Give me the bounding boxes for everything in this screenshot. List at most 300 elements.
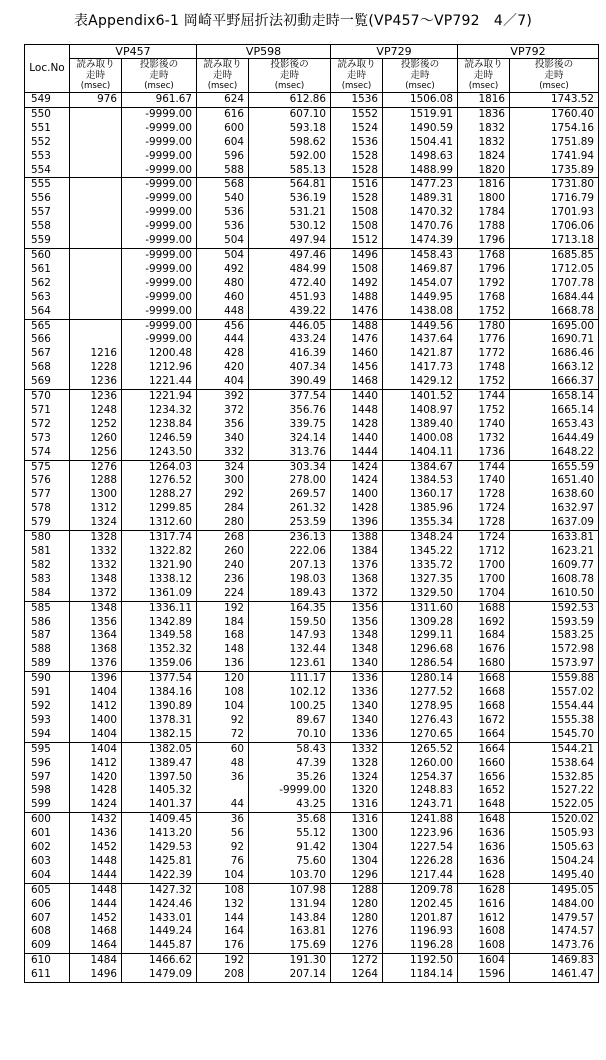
projected-time-cell: 1355.34 — [383, 516, 458, 530]
projected-time-cell: 1477.23 — [383, 178, 458, 192]
read-time-cell: 240 — [197, 559, 249, 573]
projected-time-cell: 1484.00 — [510, 898, 599, 912]
loc-no-cell: 604 — [25, 869, 70, 883]
read-time-cell: 588 — [197, 164, 249, 178]
read-time-cell — [70, 263, 122, 277]
loc-no-cell: 588 — [25, 643, 70, 657]
projected-time-cell: 1690.71 — [510, 333, 599, 347]
read-time-cell: 1312 — [70, 502, 122, 516]
read-time-cell: 1404 — [70, 686, 122, 700]
read-time-cell: 444 — [197, 333, 249, 347]
read-time-cell: 1796 — [458, 234, 510, 248]
projected-time-cell: 100.25 — [249, 700, 331, 714]
projected-time-cell: 1668.78 — [510, 305, 599, 319]
loc-no-cell: 571 — [25, 404, 70, 418]
read-time-header — [331, 59, 383, 93]
projected-time-cell: 55.12 — [249, 827, 331, 841]
read-time-cell: 168 — [197, 629, 249, 643]
read-time-cell: 448 — [197, 305, 249, 319]
read-time-cell: 1396 — [331, 516, 383, 530]
projected-time-cell: 446.05 — [249, 319, 331, 333]
projected-time-cell: 1361.09 — [122, 587, 197, 601]
projected-time-cell: 1389.47 — [122, 757, 197, 771]
read-time-cell: 1288 — [70, 474, 122, 488]
read-time-cell: 1528 — [331, 150, 383, 164]
read-time-cell: 1300 — [331, 827, 383, 841]
read-time-cell: 1388 — [331, 531, 383, 545]
projected-time-cell: 1384.53 — [383, 474, 458, 488]
read-time-cell: 460 — [197, 291, 249, 305]
projected-time-cell: 1260.00 — [383, 757, 458, 771]
read-time-cell: 1636 — [458, 855, 510, 869]
projected-time-cell: 1196.93 — [383, 925, 458, 939]
read-time-cell: 1288 — [331, 883, 383, 897]
read-time-cell — [70, 248, 122, 262]
projected-time-cell: 1573.97 — [510, 657, 599, 671]
loc-no-cell: 600 — [25, 813, 70, 827]
projected-time-cell: 1421.87 — [383, 347, 458, 361]
vp-header: VP457 — [70, 45, 197, 59]
read-time-cell: 104 — [197, 700, 249, 714]
projected-time-cell: 1592.53 — [510, 601, 599, 615]
projected-time-cell: 207.13 — [249, 559, 331, 573]
projected-time-cell: -9999.00 — [122, 248, 197, 262]
read-time-cell: 624 — [197, 93, 249, 108]
read-time-cell: 1536 — [331, 136, 383, 150]
projected-time-cell: 1254.37 — [383, 771, 458, 785]
read-time-cell: 1608 — [458, 939, 510, 953]
read-time-cell: 1376 — [70, 657, 122, 671]
loc-no-cell: 601 — [25, 827, 70, 841]
read-time-cell: 1356 — [331, 601, 383, 615]
table-row — [25, 954, 599, 968]
read-time-cell: 1304 — [331, 855, 383, 869]
projected-time-cell: 1192.50 — [383, 954, 458, 968]
read-time-cell: 372 — [197, 404, 249, 418]
read-time-cell: 1652 — [458, 784, 510, 798]
read-time-cell: 108 — [197, 883, 249, 897]
projected-time-cell: 1336.11 — [122, 601, 197, 615]
projected-time-cell: 1735.89 — [510, 164, 599, 178]
read-time-cell: 1688 — [458, 601, 510, 615]
projected-time-cell: 1474.57 — [510, 925, 599, 939]
read-time-cell: 420 — [197, 361, 249, 375]
projected-time-cell: 1390.89 — [122, 700, 197, 714]
projected-time-cell: 1545.70 — [510, 728, 599, 742]
read-time-cell: 1400 — [70, 714, 122, 728]
read-time-cell: 192 — [197, 601, 249, 615]
read-time-cell: 456 — [197, 319, 249, 333]
read-time-cell: 1404 — [70, 742, 122, 756]
read-time-cell: 72 — [197, 728, 249, 742]
read-time-cell: 1332 — [70, 545, 122, 559]
projected-time-cell: 89.67 — [249, 714, 331, 728]
loc-no-cell: 569 — [25, 375, 70, 389]
projected-time-cell: -9999.00 — [122, 319, 197, 333]
projected-time-cell: 1425.81 — [122, 855, 197, 869]
vp-header: VP598 — [197, 45, 331, 59]
read-time-cell: 1248 — [70, 404, 122, 418]
header-label: 投影後の — [270, 59, 309, 70]
table-row — [25, 925, 599, 939]
table-row — [25, 178, 599, 192]
projected-time-cell: 75.60 — [249, 855, 331, 869]
table-row — [25, 757, 599, 771]
projected-time-cell: 1754.16 — [510, 122, 599, 136]
projected-time-cell: 1716.79 — [510, 192, 599, 206]
projected-time-cell: 1329.50 — [383, 587, 458, 601]
read-time-cell: 1260 — [70, 432, 122, 446]
loc-no-cell: 591 — [25, 686, 70, 700]
projected-time-cell: 1449.56 — [383, 319, 458, 333]
table-row — [25, 657, 599, 671]
table-body — [25, 93, 599, 983]
read-time-cell: 1736 — [458, 446, 510, 460]
projected-time-cell: 1445.87 — [122, 939, 197, 953]
loc-no-cell: 605 — [25, 883, 70, 897]
table-row — [25, 291, 599, 305]
read-time-cell: 1340 — [331, 700, 383, 714]
projected-time-cell: 1312.60 — [122, 516, 197, 530]
loc-no-header: Loc.No — [25, 45, 70, 93]
projected-time-cell: 1470.76 — [383, 220, 458, 234]
read-time-cell: 1460 — [331, 347, 383, 361]
projected-time-cell: 1706.06 — [510, 220, 599, 234]
read-time-cell: 1340 — [331, 657, 383, 671]
projected-time-header — [383, 59, 458, 93]
read-time-cell: 1348 — [70, 601, 122, 615]
read-time-cell: 1744 — [458, 460, 510, 474]
loc-no-cell: 560 — [25, 248, 70, 262]
read-time-cell: 1676 — [458, 643, 510, 657]
header-label: 走時 — [473, 70, 494, 81]
read-time-cell: 1800 — [458, 192, 510, 206]
header-label: 走時 — [279, 70, 300, 81]
read-time-cell: 1448 — [331, 404, 383, 418]
read-time-cell: 224 — [197, 587, 249, 601]
loc-no-cell: 610 — [25, 954, 70, 968]
header-label: 読み取り — [337, 59, 376, 70]
read-time-cell: 1744 — [458, 390, 510, 404]
projected-time-header — [122, 59, 197, 93]
unit-label: (msec) — [468, 81, 499, 91]
table-row — [25, 418, 599, 432]
read-time-cell — [197, 784, 249, 798]
read-time-cell: 1336 — [331, 686, 383, 700]
read-time-cell: 1444 — [70, 898, 122, 912]
projected-time-cell: -9999.00 — [122, 136, 197, 150]
loc-no-cell: 585 — [25, 601, 70, 615]
loc-no-cell: 611 — [25, 968, 70, 982]
read-time-cell: 1424 — [331, 460, 383, 474]
loc-no-cell: 562 — [25, 277, 70, 291]
projected-time-cell: 1449.95 — [383, 291, 458, 305]
projected-time-cell: 1527.22 — [510, 784, 599, 798]
header-label: 走時 — [212, 70, 233, 81]
projected-time-cell: 1238.84 — [122, 418, 197, 432]
read-time-cell: 1508 — [331, 220, 383, 234]
projected-time-cell: 35.26 — [249, 771, 331, 785]
table-row — [25, 460, 599, 474]
table-header — [25, 45, 599, 93]
loc-no-cell: 589 — [25, 657, 70, 671]
header-label: 走時 — [85, 70, 106, 81]
read-time-cell: 428 — [197, 347, 249, 361]
projected-time-cell: 324.14 — [249, 432, 331, 446]
read-time-cell: 1384 — [331, 545, 383, 559]
read-time-cell: 1628 — [458, 883, 510, 897]
loc-no-cell: 599 — [25, 798, 70, 812]
projected-time-cell: 1623.21 — [510, 545, 599, 559]
read-time-cell: 1356 — [331, 616, 383, 630]
read-time-cell — [70, 291, 122, 305]
projected-time-cell: -9999.00 — [122, 291, 197, 305]
read-time-cell: 1468 — [331, 375, 383, 389]
read-time-cell: 1820 — [458, 164, 510, 178]
projected-time-cell: 1701.93 — [510, 206, 599, 220]
read-time-cell: 1432 — [70, 813, 122, 827]
read-time-cell: 1340 — [331, 714, 383, 728]
projected-time-cell: 58.43 — [249, 742, 331, 756]
projected-time-cell: 1505.63 — [510, 841, 599, 855]
projected-time-cell: 1743.52 — [510, 93, 599, 108]
read-time-cell: 1724 — [458, 502, 510, 516]
projected-time-cell: 390.49 — [249, 375, 331, 389]
projected-time-header — [249, 59, 331, 93]
loc-no-cell: 568 — [25, 361, 70, 375]
projected-time-cell: 107.98 — [249, 883, 331, 897]
loc-no-cell: 565 — [25, 319, 70, 333]
read-time-cell: 492 — [197, 263, 249, 277]
read-time-cell: 132 — [197, 898, 249, 912]
read-time-cell — [70, 178, 122, 192]
read-time-cell: 976 — [70, 93, 122, 108]
read-time-cell: 1276 — [70, 460, 122, 474]
table-row — [25, 192, 599, 206]
projected-time-cell: 175.69 — [249, 939, 331, 953]
table-row — [25, 474, 599, 488]
table-row — [25, 686, 599, 700]
loc-no-cell: 606 — [25, 898, 70, 912]
read-time-cell: 1236 — [70, 375, 122, 389]
loc-no-cell: 564 — [25, 305, 70, 319]
read-time-cell: 292 — [197, 488, 249, 502]
read-time-cell: 1612 — [458, 912, 510, 926]
projected-time-cell: 1461.47 — [510, 968, 599, 982]
read-time-cell: 1276 — [331, 939, 383, 953]
read-time-cell: 1596 — [458, 968, 510, 982]
loc-no-cell: 609 — [25, 939, 70, 953]
projected-time-cell: 1321.90 — [122, 559, 197, 573]
header-label: 投影後の — [534, 59, 574, 70]
read-time-cell: 1280 — [331, 912, 383, 926]
projected-time-cell: 91.42 — [249, 841, 331, 855]
read-time-cell: 1684 — [458, 629, 510, 643]
read-time-cell: 1216 — [70, 347, 122, 361]
read-time-cell: 1300 — [70, 488, 122, 502]
read-time-cell: 480 — [197, 277, 249, 291]
read-time-cell: 1464 — [70, 939, 122, 953]
read-time-cell: 1252 — [70, 418, 122, 432]
read-time-cell: 144 — [197, 912, 249, 926]
loc-no-cell: 608 — [25, 925, 70, 939]
projected-time-cell: 1554.44 — [510, 700, 599, 714]
read-time-cell: 1832 — [458, 122, 510, 136]
projected-time-cell: 1437.64 — [383, 333, 458, 347]
read-time-cell: 1316 — [331, 813, 383, 827]
projected-time-cell: 163.81 — [249, 925, 331, 939]
header-label: 走時 — [544, 70, 564, 81]
loc-no-cell: 598 — [25, 784, 70, 798]
projected-time-cell: 1429.53 — [122, 841, 197, 855]
read-time-cell: 1616 — [458, 898, 510, 912]
read-time-cell: 1496 — [70, 968, 122, 982]
projected-time-cell: -9999.00 — [122, 234, 197, 248]
projected-time-cell: 131.94 — [249, 898, 331, 912]
read-time-cell: 1320 — [331, 784, 383, 798]
loc-no-cell: 556 — [25, 192, 70, 206]
read-time-cell — [70, 122, 122, 136]
read-time-cell: 604 — [197, 136, 249, 150]
read-time-cell: 1608 — [458, 925, 510, 939]
projected-time-cell: 1288.27 — [122, 488, 197, 502]
read-time-cell: 56 — [197, 827, 249, 841]
projected-time-cell: 1212.96 — [122, 361, 197, 375]
loc-no-cell: 563 — [25, 291, 70, 305]
projected-time-cell: 1352.32 — [122, 643, 197, 657]
read-time-cell: 1728 — [458, 516, 510, 530]
projected-time-cell: 1760.40 — [510, 107, 599, 121]
projected-time-cell: 1495.05 — [510, 883, 599, 897]
projected-time-cell: 1593.59 — [510, 616, 599, 630]
projected-time-cell: 191.30 — [249, 954, 331, 968]
loc-no-cell: 573 — [25, 432, 70, 446]
read-time-cell: 280 — [197, 516, 249, 530]
table-row — [25, 122, 599, 136]
read-time-cell: 1508 — [331, 263, 383, 277]
read-time-cell: 164 — [197, 925, 249, 939]
read-time-cell — [70, 277, 122, 291]
projected-time-cell: 1469.87 — [383, 263, 458, 277]
projected-time-cell: 1401.52 — [383, 390, 458, 404]
projected-time-cell: 1243.50 — [122, 446, 197, 460]
read-time-cell: 1324 — [331, 771, 383, 785]
read-time-cell: 76 — [197, 855, 249, 869]
projected-time-cell: 303.34 — [249, 460, 331, 474]
read-time-cell: 1452 — [70, 912, 122, 926]
projected-time-cell: 1422.39 — [122, 869, 197, 883]
read-time-cell: 1368 — [70, 643, 122, 657]
loc-no-cell: 561 — [25, 263, 70, 277]
header-label: 走時 — [149, 70, 169, 81]
read-time-cell: 1484 — [70, 954, 122, 968]
projected-time-cell: 598.62 — [249, 136, 331, 150]
projected-time-cell: 536.19 — [249, 192, 331, 206]
read-time-cell: 1372 — [70, 587, 122, 601]
read-time-cell: 536 — [197, 220, 249, 234]
table-row — [25, 883, 599, 897]
loc-no-cell: 584 — [25, 587, 70, 601]
projected-time-cell: 1217.44 — [383, 869, 458, 883]
projected-time-cell: 1474.39 — [383, 234, 458, 248]
read-time-cell: 284 — [197, 502, 249, 516]
read-time-cell: 1452 — [70, 841, 122, 855]
projected-time-cell: 1401.37 — [122, 798, 197, 812]
table-row — [25, 771, 599, 785]
table-row — [25, 573, 599, 587]
projected-time-cell: 1202.45 — [383, 898, 458, 912]
header-label: 読み取り — [76, 59, 115, 70]
projected-time-cell: 1248.83 — [383, 784, 458, 798]
projected-time-cell: 1409.45 — [122, 813, 197, 827]
projected-time-cell: 70.10 — [249, 728, 331, 742]
projected-time-cell: 1490.59 — [383, 122, 458, 136]
loc-no-cell: 559 — [25, 234, 70, 248]
read-time-cell: 1552 — [331, 107, 383, 121]
read-time-cell: 1368 — [331, 573, 383, 587]
read-time-cell: 1444 — [331, 446, 383, 460]
projected-time-cell: 222.06 — [249, 545, 331, 559]
read-time-cell: 1512 — [331, 234, 383, 248]
table-row — [25, 841, 599, 855]
table-row — [25, 206, 599, 220]
read-time-cell: 1488 — [331, 291, 383, 305]
table-row — [25, 869, 599, 883]
projected-time-cell: 1384.16 — [122, 686, 197, 700]
projected-time-cell: 961.67 — [122, 93, 197, 108]
projected-time-cell: 356.76 — [249, 404, 331, 418]
read-time-cell: 340 — [197, 432, 249, 446]
table-row — [25, 136, 599, 150]
unit-label: (msec) — [207, 81, 238, 91]
read-time-cell: 1476 — [331, 333, 383, 347]
projected-time-cell: 1572.98 — [510, 643, 599, 657]
read-time-cell: 596 — [197, 150, 249, 164]
read-time-cell: 1668 — [458, 686, 510, 700]
projected-time-cell: 261.32 — [249, 502, 331, 516]
read-time-cell: 540 — [197, 192, 249, 206]
projected-time-cell: 1495.40 — [510, 869, 599, 883]
read-time-cell: 1448 — [70, 855, 122, 869]
read-time-cell: 392 — [197, 390, 249, 404]
read-time-cell: 1324 — [70, 516, 122, 530]
projected-time-cell: 1296.68 — [383, 643, 458, 657]
projected-time-cell: 1359.06 — [122, 657, 197, 671]
projected-time-cell: 43.25 — [249, 798, 331, 812]
projected-time-cell: 102.12 — [249, 686, 331, 700]
projected-time-cell: 1648.22 — [510, 446, 599, 460]
table-row — [25, 319, 599, 333]
loc-no-cell: 603 — [25, 855, 70, 869]
read-time-cell: 236 — [197, 573, 249, 587]
read-time-cell: 1524 — [331, 122, 383, 136]
projected-time-cell: 585.13 — [249, 164, 331, 178]
projected-time-cell: 1276.43 — [383, 714, 458, 728]
read-time-cell: 1772 — [458, 347, 510, 361]
read-time-cell: 1424 — [70, 798, 122, 812]
projected-time-cell: 1520.02 — [510, 813, 599, 827]
read-time-cell: 36 — [197, 771, 249, 785]
projected-time-cell: 339.75 — [249, 418, 331, 432]
projected-time-cell: 1438.08 — [383, 305, 458, 319]
read-time-cell: 1656 — [458, 771, 510, 785]
table-row — [25, 150, 599, 164]
projected-time-cell: 1466.62 — [122, 954, 197, 968]
projected-time-cell: 1270.65 — [383, 728, 458, 742]
read-time-cell: 108 — [197, 686, 249, 700]
table-row — [25, 813, 599, 827]
projected-time-cell: 198.03 — [249, 573, 331, 587]
